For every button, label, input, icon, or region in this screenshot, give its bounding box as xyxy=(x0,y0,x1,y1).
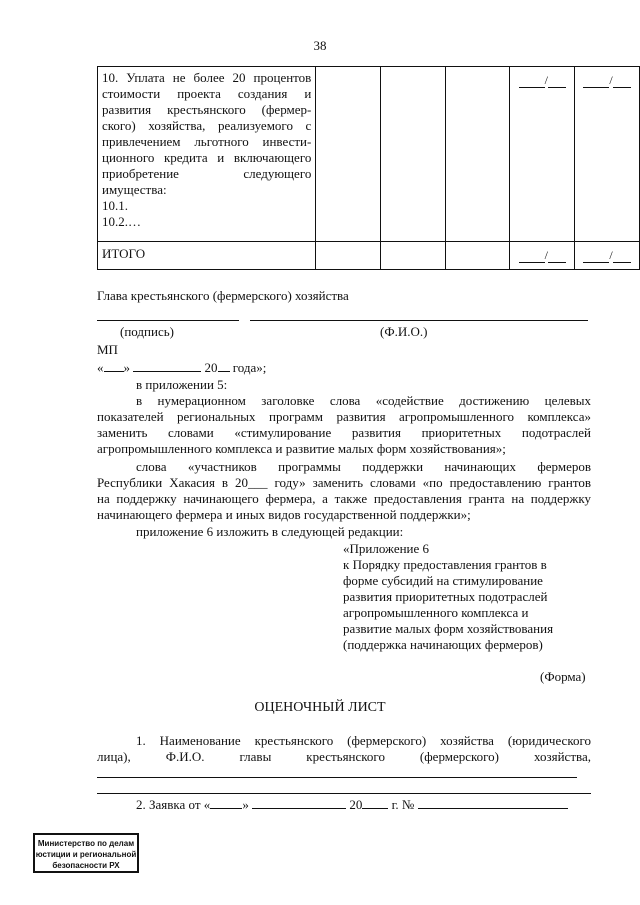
appendix-line: к Порядку предоставления грантов в xyxy=(343,557,547,572)
appendix-line: «Приложение 6 xyxy=(343,541,430,556)
fio-caption: (Ф.И.О.) xyxy=(380,324,428,339)
stamp-line: юстиции и региональной xyxy=(35,850,137,859)
signature-caption: (подпись) xyxy=(120,324,174,339)
table-cell xyxy=(575,67,640,242)
slash-field: / xyxy=(510,73,574,88)
row10-line: 10.2.… xyxy=(102,214,141,229)
fill-line xyxy=(97,793,591,794)
form-label: (Форма) xyxy=(540,669,586,684)
date-line: « » 20 года»; xyxy=(97,360,267,375)
table-cell xyxy=(381,67,446,242)
text-line: в нумерационном заголовке слова «содействие достижению целевых xyxy=(136,393,591,408)
table-cell xyxy=(510,67,575,242)
table-row xyxy=(98,67,640,242)
total-label: ИТОГО xyxy=(102,246,146,261)
stamp-line: Министерство по делам xyxy=(37,839,135,848)
row10-line: привлечением льготного инвести- xyxy=(102,134,312,149)
app6-intro: приложение 6 изложить в следующей редакции: xyxy=(136,524,404,539)
text-line: 1. Наименование крестьянского (фермерского) хозяйства (юридического xyxy=(136,733,591,748)
row10-line: 10.1. xyxy=(102,198,128,213)
row10-line: приобретение следующего xyxy=(102,166,312,181)
slash-field: / xyxy=(575,73,639,88)
appendix-line: (поддержка начинающих фермеров) xyxy=(343,637,543,652)
page-number: 38 xyxy=(313,38,327,53)
registration-stamp xyxy=(33,833,139,873)
table-cell xyxy=(381,242,446,270)
stamp-place-label: МП xyxy=(97,342,118,357)
row10-line: стоимости проекта создания и xyxy=(102,86,312,101)
row10-line: имущества: xyxy=(102,182,167,197)
text-line: слова «участников программы поддержки начинающих фермеров xyxy=(136,459,591,474)
row10-line: 10. Уплата не более 20 процентов xyxy=(102,70,312,85)
slash-field: / xyxy=(575,248,639,263)
page-title: ОЦЕНОЧНЫЙ ЛИСТ xyxy=(254,700,386,715)
table-cell xyxy=(445,242,510,270)
text-line: заменить словами «стимулирование развития приоритетных подотраслей xyxy=(97,425,591,440)
table-row xyxy=(98,242,640,270)
financing-table xyxy=(97,66,640,270)
signature-line xyxy=(97,320,239,321)
amendment-paragraph-2 xyxy=(97,459,591,523)
table-cell xyxy=(510,242,575,270)
row10-line: развития крестьянского (фермер- xyxy=(102,102,312,117)
item-1 xyxy=(97,733,591,765)
table-cell xyxy=(316,242,381,270)
item-2: 2. Заявка от « » 20 г. № xyxy=(136,796,568,813)
text-line: начинающего фермера и иных видов государственной поддержки»; xyxy=(97,507,471,522)
appendix-line: развития приоритетных подотраслей xyxy=(343,589,548,604)
text-line: на поддержку начинающего фермера, а также предоставления гранта на поддержку xyxy=(97,491,591,506)
appendix-line: форме субсидий на стимулирование xyxy=(343,573,543,588)
text-line: показателей региональных программ развития агропромышленного комплекса» xyxy=(97,409,591,424)
table-cell xyxy=(445,67,510,242)
text-line: агропромышленного комплекса и развитие малых форм хозяйствования»; xyxy=(97,441,506,456)
row10-line: ционного кредита и включающего xyxy=(102,150,312,165)
appendix-line: развитие малых форм хозяйствования xyxy=(343,621,554,636)
app5-intro: в приложении 5: xyxy=(136,377,228,392)
total-label-cell xyxy=(98,242,316,270)
fill-line xyxy=(97,777,577,778)
slash-field: / xyxy=(510,248,574,263)
appendix-line: агропромышленного комплекса и xyxy=(343,605,529,620)
fio-line xyxy=(250,320,588,321)
stamp-line: безопасности РХ xyxy=(52,861,120,870)
appendix-header xyxy=(343,541,593,653)
text-line: лица), Ф.И.О. главы крестьянского (фермерского) хозяйства, xyxy=(97,749,591,764)
row10-description xyxy=(98,67,316,242)
row10-line: ского) хозяйства, реализуемого с xyxy=(102,118,312,133)
table-cell xyxy=(316,67,381,242)
amendment-paragraph-1 xyxy=(97,393,591,457)
table-cell xyxy=(575,242,640,270)
text-line: Республики Хакасия в 20___ году» заменить словами «по предоставлению грантов xyxy=(97,475,591,490)
head-label: Глава крестьянского (фермерского) хозяйства xyxy=(97,288,349,303)
